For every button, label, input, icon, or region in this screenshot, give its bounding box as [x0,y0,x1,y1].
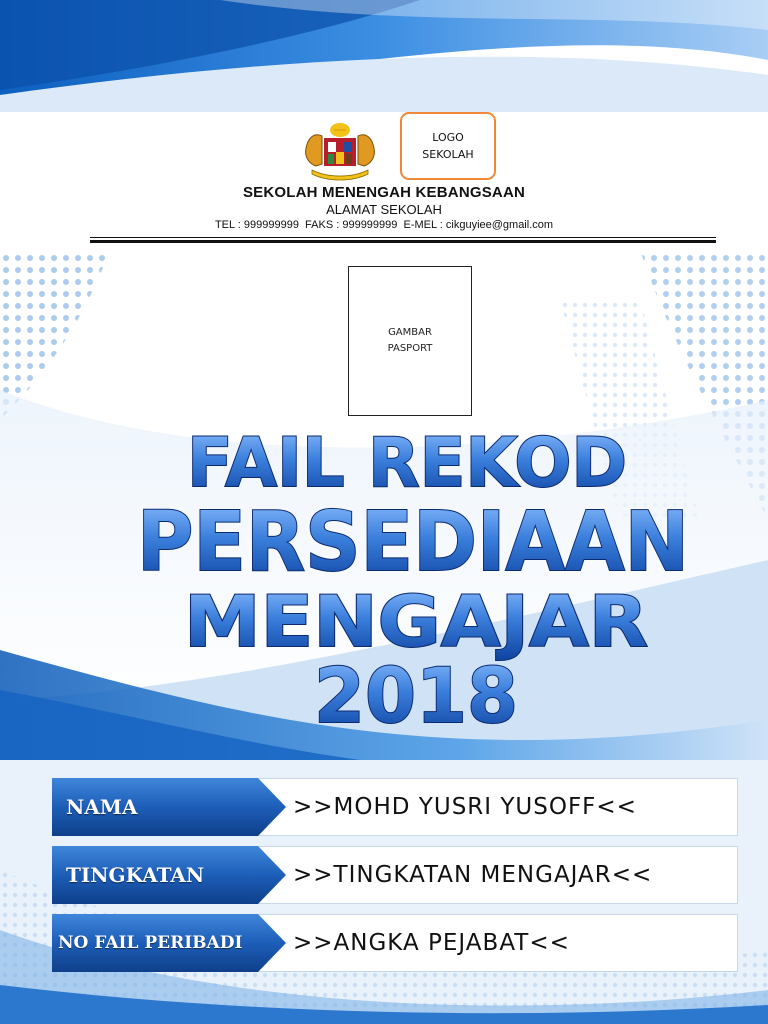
field-label: TINGKATAN [66,863,205,887]
header-divider-thick [90,240,716,243]
school-address: ALAMAT SEKOLAH [326,202,442,217]
malaysia-coat-of-arms-icon [292,116,388,182]
field-value: >>MOHD YUSRI YUSOFF<< [256,778,738,836]
school-contact: TEL : 999999999 FAKS : 999999999 E-MEL : cikguyiee@gmail.com [214,219,554,231]
title-line-2: PERSEDIAAN [137,495,689,590]
field-value: >>ANGKA PEJABAT<< [256,914,738,972]
field-row-nama [52,778,738,836]
logo-label-line2: SEKOLAH [422,148,474,161]
title-line-3: MENGAJAR [184,581,648,663]
field-label: NO FAIL PERIBADI [58,933,243,953]
logo-label-line1: LOGO [432,131,464,144]
field-row-tingkatan [52,846,738,904]
field-label: NAMA [66,795,138,819]
school-logo-placeholder [400,112,496,180]
field-row-no-fail-peribadi [52,914,738,972]
cover-title [0,420,768,740]
photo-label-line1: GAMBAR [388,327,432,338]
field-value: >>TINGKATAN MENGAJAR<< [256,846,738,904]
header-divider-thin [90,237,716,238]
title-line-4: 2018 [314,651,518,740]
photo-label-line2: PASPORT [387,343,433,354]
title-line-1: FAIL REKOD [187,424,627,503]
passport-photo-placeholder [348,266,472,416]
school-name: SEKOLAH MENENGAH KEBANGSAAN [242,184,526,201]
